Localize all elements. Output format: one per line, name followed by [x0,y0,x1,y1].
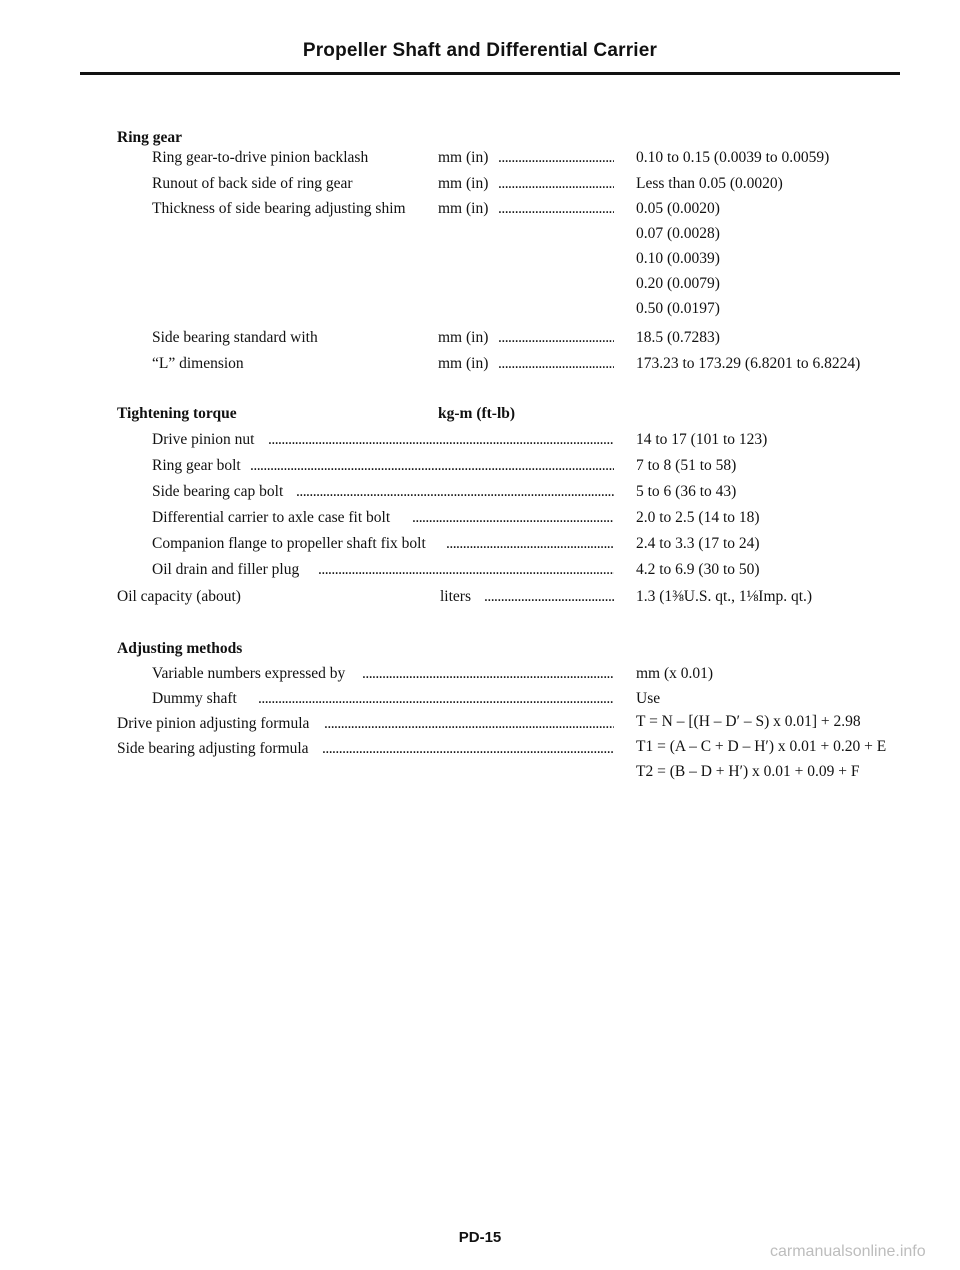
l-dimension-value: 173.23 to 173.29 (6.8201 to 6.8224) [636,355,861,372]
shim-value: 0.10 (0.0039) [636,250,720,267]
dot-leader [318,561,614,579]
side-bearing-formula-t2: T2 = (B – D + H′) x 0.01 + 0.09 + F [636,763,860,780]
dot-leader [322,740,614,758]
side-bearing-value: 18.5 (0.7283) [636,329,720,346]
drive-pinion-formula-label: Drive pinion adjusting formula [117,715,310,732]
page-number: PD-15 [458,1229,502,1246]
drive-pinion-formula: T = N – [(H – D′ – S) x 0.01] + 2.98 [636,713,861,730]
adjusting-methods-heading: Adjusting methods [117,640,243,657]
runout-value: Less than 0.05 (0.0020) [636,175,783,192]
runout-unit: mm (in) [438,175,489,192]
shim-value: 0.07 (0.0028) [636,225,720,242]
runout-label: Runout of back side of ring gear [152,175,353,192]
dot-leader [250,457,614,475]
watermark-text: carmanualsonline.info [770,1243,926,1260]
torque-item-value: 14 to 17 (101 to 123) [636,431,768,448]
torque-item-label: Side bearing cap bolt [152,483,284,500]
dot-leader [498,149,614,167]
dummy-shaft-value: Use [636,690,661,707]
shim-value: 0.05 (0.0020) [636,200,720,217]
dot-leader [258,690,614,708]
dot-leader [484,588,614,606]
dot-leader [296,483,614,501]
page-header-title: Propeller Shaft and Differential Carrier [302,40,658,61]
torque-item-value: 2.4 to 3.3 (17 to 24) [636,535,760,552]
oil-capacity-unit: liters [440,588,471,605]
dot-leader [498,200,614,218]
shim-value: 0.50 (0.0197) [636,300,720,317]
torque-item-value: 4.2 to 6.9 (30 to 50) [636,561,760,578]
shim-label: Thickness of side bearing adjusting shim [152,200,406,217]
torque-item-label: Ring gear bolt [152,457,241,474]
torque-item-value: 2.0 to 2.5 (14 to 18) [636,509,760,526]
dot-leader [498,175,614,193]
variable-numbers-value: mm (x 0.01) [636,665,714,682]
dot-leader [362,665,614,683]
dot-leader [412,509,614,527]
side-bearing-label: Side bearing standard with [152,329,318,346]
dot-leader [446,535,614,553]
torque-item-label: Companion flange to propeller shaft fix bolt [152,535,426,552]
tightening-torque-heading: Tightening torque [117,405,237,422]
dot-leader [498,355,614,373]
torque-item-label: Differential carrier to axle case fit bolt [152,509,391,526]
oil-capacity-label: Oil capacity (about) [117,588,241,605]
dot-leader [324,715,614,733]
l-dimension-unit: mm (in) [438,355,489,372]
torque-unit: kg-m (ft-lb) [438,405,516,422]
side-bearing-unit: mm (in) [438,329,489,346]
backlash-value: 0.10 to 0.15 (0.0039 to 0.0059) [636,149,830,166]
l-dimension-label: “L” dimension [152,355,244,372]
oil-capacity-value: 1.3 (1⅜U.S. qt., 1⅛Imp. qt.) [636,588,813,605]
ring-gear-heading: Ring gear [117,129,183,146]
torque-item-label: Oil drain and filler plug [152,561,300,578]
dot-leader [268,431,614,449]
torque-item-value: 5 to 6 (36 to 43) [636,483,737,500]
dummy-shaft-label: Dummy shaft [152,690,237,707]
header-rule [80,72,900,75]
shim-unit: mm (in) [438,200,489,217]
side-bearing-formula-t1: T1 = (A – C + D – H′) x 0.01 + 0.20 + E [636,738,887,755]
backlash-label: Ring gear-to-drive pinion backlash [152,149,369,166]
variable-numbers-label: Variable numbers expressed by [152,665,346,682]
shim-value: 0.20 (0.0079) [636,275,720,292]
torque-item-label: Drive pinion nut [152,431,255,448]
backlash-unit: mm (in) [438,149,489,166]
torque-item-value: 7 to 8 (51 to 58) [636,457,737,474]
dot-leader [498,329,614,347]
side-bearing-formula-label: Side bearing adjusting formula [117,740,309,757]
